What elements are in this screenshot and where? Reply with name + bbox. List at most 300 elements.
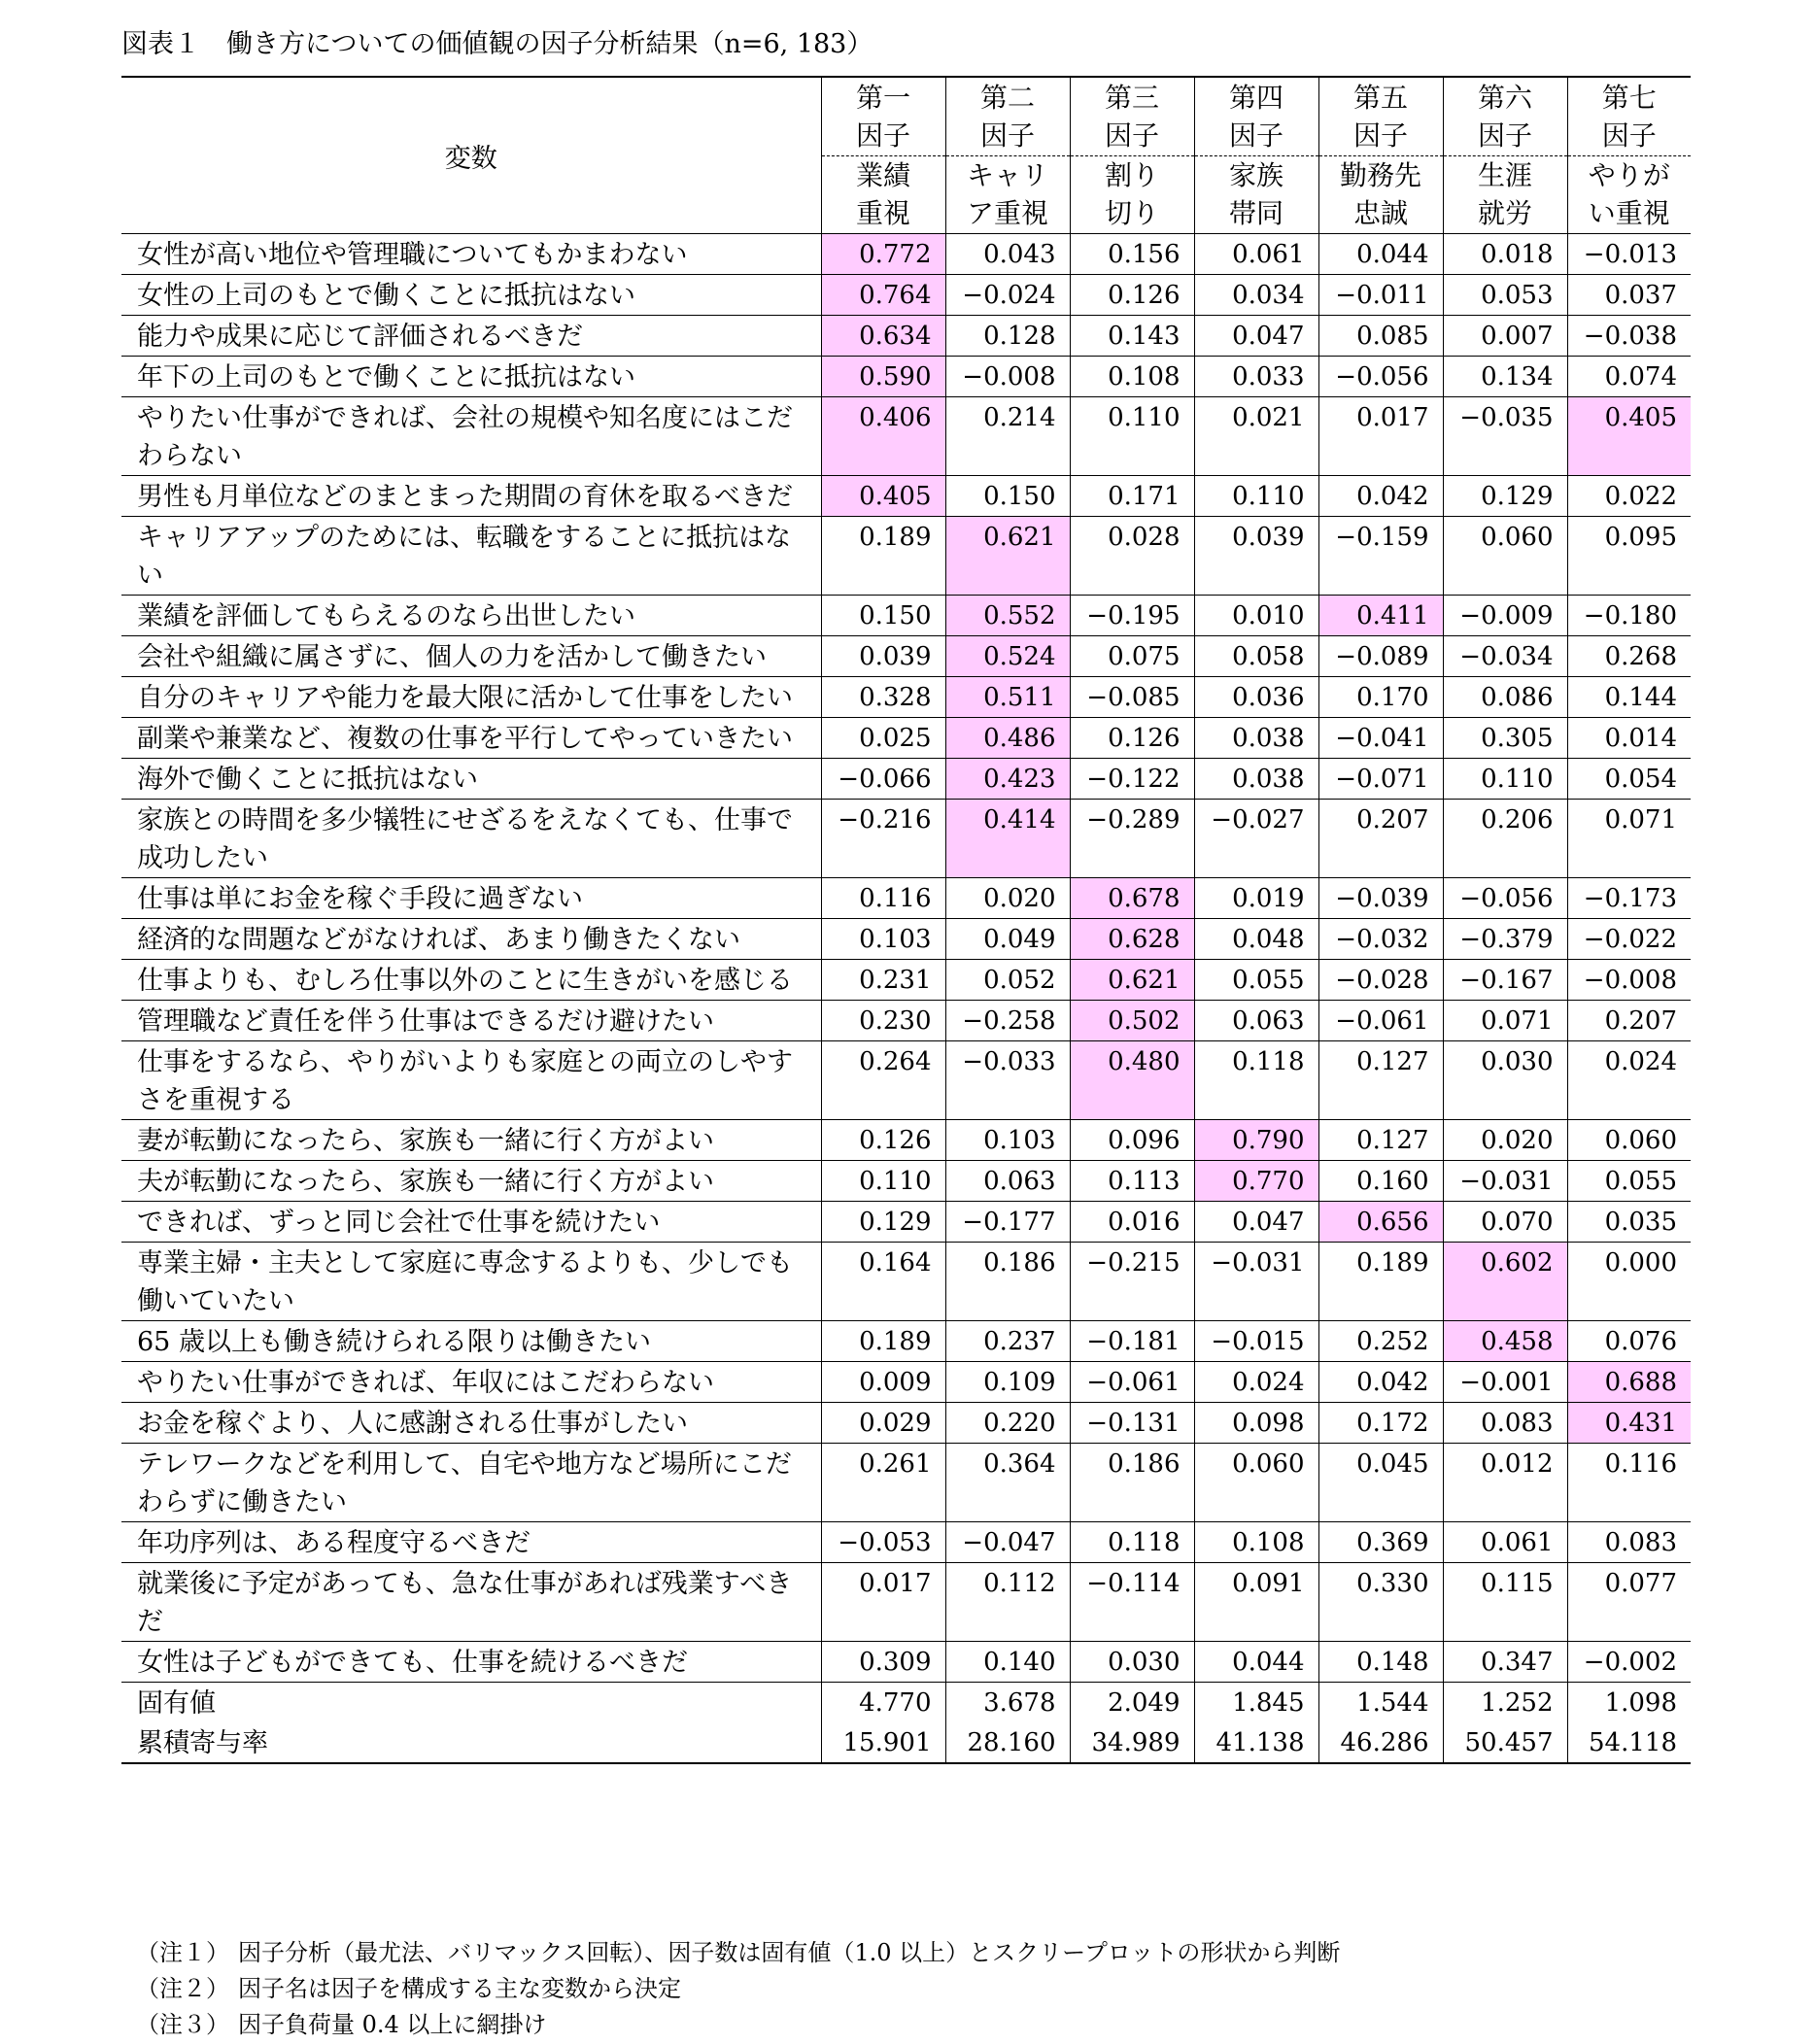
loading-cell: 0.369 [1318, 1522, 1443, 1563]
loading-cell: 0.077 [1567, 1563, 1691, 1642]
loading-cell: 0.110 [821, 1161, 945, 1202]
loading-cell: 0.007 [1443, 316, 1567, 357]
variable-cell: 夫が転勤になったら、家族も一緒に行く方がよい [121, 1161, 821, 1202]
variable-cell: 女性の上司のもとで働くことに抵抗はない [121, 275, 821, 316]
loading-cell: 0.022 [1567, 476, 1691, 517]
loading-cell: −0.177 [945, 1202, 1070, 1243]
loading-cell: 0.252 [1318, 1321, 1443, 1362]
table-row [121, 800, 1691, 878]
loading-cell: −0.181 [1070, 1321, 1194, 1362]
loading-cell: 0.118 [1070, 1522, 1194, 1563]
loading-cell: 0.029 [821, 1403, 945, 1444]
table-row [121, 636, 1691, 677]
stat-value: 1.845 [1194, 1683, 1318, 1723]
loading-cell: −0.011 [1318, 275, 1443, 316]
stat-label: 累積寄与率 [121, 1722, 821, 1763]
variable-cell: 就業後に予定があっても、急な仕事があれば残業すべきだ [121, 1563, 821, 1642]
loading-cell: 0.061 [1194, 234, 1318, 275]
loading-cell: −0.041 [1318, 718, 1443, 759]
loading-cell: 0.126 [1070, 275, 1194, 316]
variable-cell: やりたい仕事ができれば、年収にはこだわらない [121, 1362, 821, 1403]
loading-cell: 0.038 [1194, 718, 1318, 759]
loading-cell: −0.180 [1567, 596, 1691, 636]
variable-cell: 能力や成果に応じて評価されるべきだ [121, 316, 821, 357]
loading-cell: −0.038 [1567, 316, 1691, 357]
loading-cell: 0.309 [821, 1642, 945, 1683]
loading-cell: 0.037 [1567, 275, 1691, 316]
loading-cell: 0.115 [1443, 1563, 1567, 1642]
variable-cell: 副業や兼業など、複数の仕事を平行してやっていきたい [121, 718, 821, 759]
stat-value: 41.138 [1194, 1722, 1318, 1763]
loading-cell: 0.552 [945, 596, 1070, 636]
loading-cell: 0.018 [1443, 234, 1567, 275]
loading-cell: 0.172 [1318, 1403, 1443, 1444]
table-row [121, 1403, 1691, 1444]
loading-cell: 0.042 [1318, 1362, 1443, 1403]
loading-cell: 0.044 [1194, 1642, 1318, 1683]
loading-cell: 0.012 [1443, 1444, 1567, 1522]
table-row [121, 1243, 1691, 1321]
loading-cell: 0.656 [1318, 1202, 1443, 1243]
table-body [121, 234, 1691, 1764]
loading-cell: 0.171 [1070, 476, 1194, 517]
stats-row [121, 1722, 1691, 1763]
loading-cell: 0.000 [1567, 1243, 1691, 1321]
loading-cell: 0.021 [1194, 397, 1318, 476]
table-row [121, 1522, 1691, 1563]
loading-cell: 0.414 [945, 800, 1070, 878]
stat-value: 1.098 [1567, 1683, 1691, 1723]
loading-cell: 0.405 [821, 476, 945, 517]
loading-cell: −0.031 [1194, 1243, 1318, 1321]
table-row [121, 1041, 1691, 1120]
factor-name-header: 生涯 就労 [1443, 155, 1567, 234]
variable-cell: 女性が高い地位や管理職についてもかまわない [121, 234, 821, 275]
loading-cell: 0.261 [821, 1444, 945, 1522]
loading-cell: 0.044 [1318, 234, 1443, 275]
loading-cell: −0.258 [945, 1001, 1070, 1041]
loading-cell: −0.034 [1443, 636, 1567, 677]
factor-number-header: 第七 因子 [1567, 77, 1691, 155]
loading-cell: 0.083 [1567, 1522, 1691, 1563]
variable-cell: 仕事をするなら、やりがいよりも家庭との両立のしやすさを重視する [121, 1041, 821, 1120]
loading-cell: 0.431 [1567, 1403, 1691, 1444]
loading-cell: 0.678 [1070, 878, 1194, 919]
loading-cell: 0.170 [1318, 677, 1443, 718]
loading-cell: 0.524 [945, 636, 1070, 677]
variable-cell: キャリアアップのためには、転職をすることに抵抗はない [121, 517, 821, 596]
loading-cell: −0.061 [1070, 1362, 1194, 1403]
footnote-text: 因子負荷量 0.4 以上に網掛け [238, 2011, 547, 2038]
stat-value: 2.049 [1070, 1683, 1194, 1723]
loading-cell: 0.458 [1443, 1321, 1567, 1362]
loading-cell: 0.075 [1070, 636, 1194, 677]
loading-cell: −0.061 [1318, 1001, 1443, 1041]
footnote-tag: （注２） [136, 1975, 229, 2002]
loading-cell: 0.480 [1070, 1041, 1194, 1120]
loading-cell: 0.086 [1443, 677, 1567, 718]
loading-cell: 0.103 [945, 1120, 1070, 1161]
table-row [121, 596, 1691, 636]
loading-cell: 0.028 [1070, 517, 1194, 596]
loading-cell: 0.035 [1567, 1202, 1691, 1243]
loading-cell: 0.042 [1318, 476, 1443, 517]
loading-cell: 0.411 [1318, 596, 1443, 636]
loading-cell: 0.098 [1194, 1403, 1318, 1444]
loading-cell: 0.511 [945, 677, 1070, 718]
loading-cell: 0.024 [1567, 1041, 1691, 1120]
loading-cell: 0.134 [1443, 357, 1567, 397]
table-row [121, 677, 1691, 718]
variable-cell: お金を稼ぐより、人に感謝される仕事がしたい [121, 1403, 821, 1444]
stats-row [121, 1683, 1691, 1723]
loading-cell: 0.140 [945, 1642, 1070, 1683]
variable-cell: 年下の上司のもとで働くことに抵抗はない [121, 357, 821, 397]
loading-cell: 0.328 [821, 677, 945, 718]
stat-value: 1.544 [1318, 1683, 1443, 1723]
loading-cell: 0.010 [1194, 596, 1318, 636]
variable-cell: できれば、ずっと同じ会社で仕事を続けたい [121, 1202, 821, 1243]
loading-cell: −0.216 [821, 800, 945, 878]
loading-cell: 0.186 [945, 1243, 1070, 1321]
factor-name-header: やりが い重視 [1567, 155, 1691, 234]
loading-cell: 0.207 [1567, 1001, 1691, 1041]
loading-cell: 0.164 [821, 1243, 945, 1321]
loading-cell: 0.330 [1318, 1563, 1443, 1642]
loading-cell: −0.085 [1070, 677, 1194, 718]
loading-cell: 0.628 [1070, 919, 1194, 960]
loading-cell: 0.770 [1194, 1161, 1318, 1202]
factor-number-header: 第四 因子 [1194, 77, 1318, 155]
table-row [121, 1321, 1691, 1362]
loading-cell: 0.096 [1070, 1120, 1194, 1161]
variable-cell: 妻が転勤になったら、家族も一緒に行く方がよい [121, 1120, 821, 1161]
loading-cell: 0.055 [1567, 1161, 1691, 1202]
loading-cell: 0.061 [1443, 1522, 1567, 1563]
footnote [136, 1935, 1340, 1971]
factor-name-header: 業績 重視 [821, 155, 945, 234]
loading-cell: 0.423 [945, 759, 1070, 800]
loading-cell: 0.110 [1070, 397, 1194, 476]
loading-cell: −0.033 [945, 1041, 1070, 1120]
loading-cell: 0.024 [1194, 1362, 1318, 1403]
factor-number-header: 第六 因子 [1443, 77, 1567, 155]
footnote [136, 2007, 1340, 2043]
loading-cell: −0.039 [1318, 878, 1443, 919]
loading-cell: 0.038 [1194, 759, 1318, 800]
loading-cell: −0.159 [1318, 517, 1443, 596]
loading-cell: −0.167 [1443, 960, 1567, 1001]
loading-cell: 0.025 [821, 718, 945, 759]
loading-cell: −0.032 [1318, 919, 1443, 960]
variable-cell: 65 歳以上も働き続けられる限りは働きたい [121, 1321, 821, 1362]
variable-cell: テレワークなどを利用して、自宅や地方など場所にこだわらずに働きたい [121, 1444, 821, 1522]
table-row [121, 1161, 1691, 1202]
loading-cell: 0.405 [1567, 397, 1691, 476]
loading-cell: 0.060 [1443, 517, 1567, 596]
loading-cell: 0.189 [1318, 1243, 1443, 1321]
loading-cell: 0.063 [945, 1161, 1070, 1202]
table-row [121, 517, 1691, 596]
stat-value: 46.286 [1318, 1722, 1443, 1763]
loading-cell: 0.052 [945, 960, 1070, 1001]
loading-cell: 0.160 [1318, 1161, 1443, 1202]
loading-cell: 0.207 [1318, 800, 1443, 878]
loading-cell: 0.039 [821, 636, 945, 677]
loading-cell: 0.305 [1443, 718, 1567, 759]
loading-cell: 0.019 [1194, 878, 1318, 919]
loading-cell: 0.116 [821, 878, 945, 919]
loading-cell: 0.772 [821, 234, 945, 275]
loading-cell: 0.189 [821, 517, 945, 596]
table-row [121, 878, 1691, 919]
loading-cell: 0.764 [821, 275, 945, 316]
footnote-tag: （注３） [136, 2011, 229, 2038]
loading-cell: −0.022 [1567, 919, 1691, 960]
table-row [121, 718, 1691, 759]
variable-cell: 家族との時間を多少犠牲にせざるをえなくても、仕事で成功したい [121, 800, 821, 878]
loading-cell: 0.103 [821, 919, 945, 960]
loading-cell: 0.126 [821, 1120, 945, 1161]
factor-number-header: 第一 因子 [821, 77, 945, 155]
loading-cell: −0.071 [1318, 759, 1443, 800]
loading-cell: 0.074 [1567, 357, 1691, 397]
factor-number-header: 第二 因子 [945, 77, 1070, 155]
loading-cell: 0.045 [1318, 1444, 1443, 1522]
loading-cell: 0.621 [945, 517, 1070, 596]
loading-cell: −0.056 [1318, 357, 1443, 397]
header-row-factor-number [121, 77, 1691, 155]
loading-cell: −0.009 [1443, 596, 1567, 636]
loading-cell: 0.143 [1070, 316, 1194, 357]
loading-cell: −0.013 [1567, 234, 1691, 275]
loading-cell: 0.634 [821, 316, 945, 357]
stat-value: 3.678 [945, 1683, 1070, 1723]
table-row [121, 759, 1691, 800]
loading-cell: −0.024 [945, 275, 1070, 316]
loading-cell: −0.195 [1070, 596, 1194, 636]
loading-cell: 0.070 [1443, 1202, 1567, 1243]
variable-cell: 会社や組織に属さずに、個人の力を活かして働きたい [121, 636, 821, 677]
footnote-tag: （注１） [136, 1939, 229, 1966]
loading-cell: 0.364 [945, 1444, 1070, 1522]
loading-cell: 0.150 [945, 476, 1070, 517]
loading-cell: 0.016 [1070, 1202, 1194, 1243]
loading-cell: 0.230 [821, 1001, 945, 1041]
loading-cell: 0.071 [1567, 800, 1691, 878]
loading-cell: 0.347 [1443, 1642, 1567, 1683]
table-row [121, 234, 1691, 275]
stat-value: 54.118 [1567, 1722, 1691, 1763]
factor-number-header: 第三 因子 [1070, 77, 1194, 155]
table-title: 図表１ 働き方についての価値観の因子分析結果（n=6, 183） [121, 29, 873, 59]
loading-cell: 0.590 [821, 357, 945, 397]
loading-cell: 0.406 [821, 397, 945, 476]
loading-cell: −0.122 [1070, 759, 1194, 800]
loading-cell: 0.076 [1567, 1321, 1691, 1362]
table-row [121, 476, 1691, 517]
table-row [121, 275, 1691, 316]
loading-cell: 0.127 [1318, 1041, 1443, 1120]
variable-cell: 女性は子どもができても、仕事を続けるべきだ [121, 1642, 821, 1683]
variable-cell: 経済的な問題などがなければ、あまり働きたくない [121, 919, 821, 960]
loading-cell: 0.053 [1443, 275, 1567, 316]
loading-cell: 0.071 [1443, 1001, 1567, 1041]
loading-cell: 0.186 [1070, 1444, 1194, 1522]
factor-analysis-table [121, 76, 1691, 1764]
loading-cell: 0.148 [1318, 1642, 1443, 1683]
loading-cell: 0.110 [1194, 476, 1318, 517]
loading-cell: 0.144 [1567, 677, 1691, 718]
table-row [121, 1642, 1691, 1683]
table-row [121, 1444, 1691, 1522]
loading-cell: 0.790 [1194, 1120, 1318, 1161]
loading-cell: 0.017 [1318, 397, 1443, 476]
loading-cell: −0.173 [1567, 878, 1691, 919]
loading-cell: −0.028 [1318, 960, 1443, 1001]
table-row [121, 1563, 1691, 1642]
variable-cell: 海外で働くことに抵抗はない [121, 759, 821, 800]
loading-cell: −0.215 [1070, 1243, 1194, 1321]
loading-cell: 0.034 [1194, 275, 1318, 316]
loading-cell: 0.043 [945, 234, 1070, 275]
loading-cell: 0.047 [1194, 1202, 1318, 1243]
loading-cell: 0.108 [1194, 1522, 1318, 1563]
loading-cell: 0.189 [821, 1321, 945, 1362]
loading-cell: 0.058 [1194, 636, 1318, 677]
loading-cell: 0.113 [1070, 1161, 1194, 1202]
loading-cell: 0.109 [945, 1362, 1070, 1403]
footnotes [136, 1935, 1340, 2043]
loading-cell: 0.268 [1567, 636, 1691, 677]
variable-cell: 専業主婦・主夫として家庭に専念するよりも、少しでも働いていたい [121, 1243, 821, 1321]
table-row [121, 1362, 1691, 1403]
loading-cell: −0.001 [1443, 1362, 1567, 1403]
loading-cell: 0.206 [1443, 800, 1567, 878]
loading-cell: −0.047 [945, 1522, 1070, 1563]
variable-cell: 管理職など責任を伴う仕事はできるだけ避けたい [121, 1001, 821, 1041]
variable-header: 変数 [121, 77, 821, 234]
loading-cell: 0.047 [1194, 316, 1318, 357]
loading-cell: −0.379 [1443, 919, 1567, 960]
loading-cell: 0.039 [1194, 517, 1318, 596]
loading-cell: −0.066 [821, 759, 945, 800]
table-row [121, 397, 1691, 476]
loading-cell: 0.091 [1194, 1563, 1318, 1642]
loading-cell: 0.036 [1194, 677, 1318, 718]
loading-cell: 0.020 [945, 878, 1070, 919]
loading-cell: 0.033 [1194, 357, 1318, 397]
loading-cell: 0.156 [1070, 234, 1194, 275]
table-row [121, 357, 1691, 397]
stat-label: 固有値 [137, 1688, 216, 1719]
loading-cell: 0.110 [1443, 759, 1567, 800]
loading-cell: 0.237 [945, 1321, 1070, 1362]
factor-name-header: 家族 帯同 [1194, 155, 1318, 234]
stat-value: 4.770 [821, 1683, 945, 1723]
loading-cell: 0.020 [1443, 1120, 1567, 1161]
table-row [121, 1001, 1691, 1041]
loading-cell: 0.060 [1194, 1444, 1318, 1522]
loading-cell: −0.089 [1318, 636, 1443, 677]
loading-cell: 0.688 [1567, 1362, 1691, 1403]
stat-value: 15.901 [821, 1722, 945, 1763]
loading-cell: 0.127 [1318, 1120, 1443, 1161]
loading-cell: 0.220 [945, 1403, 1070, 1444]
loading-cell: 0.214 [945, 397, 1070, 476]
loading-cell: −0.015 [1194, 1321, 1318, 1362]
loading-cell: −0.131 [1070, 1403, 1194, 1444]
loading-cell: 0.030 [1070, 1642, 1194, 1683]
loading-cell: 0.063 [1194, 1001, 1318, 1041]
stat-value: 34.989 [1070, 1722, 1194, 1763]
loading-cell: 0.112 [945, 1563, 1070, 1642]
loading-cell: 0.085 [1318, 316, 1443, 357]
loading-cell: 0.621 [1070, 960, 1194, 1001]
loading-cell: 0.014 [1567, 718, 1691, 759]
loading-cell: −0.031 [1443, 1161, 1567, 1202]
loading-cell: 0.264 [821, 1041, 945, 1120]
table-row [121, 1202, 1691, 1243]
loading-cell: −0.056 [1443, 878, 1567, 919]
loading-cell: 0.095 [1567, 517, 1691, 596]
factor-name-header: 割り 切り [1070, 155, 1194, 234]
loading-cell: 0.118 [1194, 1041, 1318, 1120]
footnote [136, 1971, 1340, 2007]
loading-cell: −0.289 [1070, 800, 1194, 878]
loading-cell: −0.114 [1070, 1563, 1194, 1642]
factor-name-header: キャリ ア重視 [945, 155, 1070, 234]
loading-cell: 0.126 [1070, 718, 1194, 759]
loading-cell: 0.129 [821, 1202, 945, 1243]
variable-cell: 自分のキャリアや能力を最大限に活かして仕事をしたい [121, 677, 821, 718]
loading-cell: 0.129 [1443, 476, 1567, 517]
loading-cell: −0.002 [1567, 1642, 1691, 1683]
loading-cell: 0.150 [821, 596, 945, 636]
table-row [121, 1120, 1691, 1161]
loading-cell: −0.027 [1194, 800, 1318, 878]
loading-cell: 0.009 [821, 1362, 945, 1403]
loading-cell: 0.116 [1567, 1444, 1691, 1522]
loading-cell: 0.108 [1070, 357, 1194, 397]
variable-cell: 男性も月単位などのまとまった期間の育休を取るべきだ [121, 476, 821, 517]
variable-cell: 仕事よりも、むしろ仕事以外のことに生きがいを感じる [121, 960, 821, 1001]
loading-cell: −0.053 [821, 1522, 945, 1563]
variable-cell: やりたい仕事ができれば、会社の規模や知名度にはこだわらない [121, 397, 821, 476]
variable-cell: 仕事は単にお金を稼ぐ手段に過ぎない [121, 878, 821, 919]
stat-value: 28.160 [945, 1722, 1070, 1763]
loading-cell: 0.048 [1194, 919, 1318, 960]
loading-cell: 0.486 [945, 718, 1070, 759]
loading-cell: 0.049 [945, 919, 1070, 960]
stat-value: 50.457 [1443, 1722, 1567, 1763]
loading-cell: 0.060 [1567, 1120, 1691, 1161]
loading-cell: 0.602 [1443, 1243, 1567, 1321]
loading-cell: −0.008 [1567, 960, 1691, 1001]
loading-cell: 0.030 [1443, 1041, 1567, 1120]
table-row [121, 960, 1691, 1001]
factor-name-header: 勤務先 忠誠 [1318, 155, 1443, 234]
loading-cell: 0.055 [1194, 960, 1318, 1001]
loading-cell: 0.054 [1567, 759, 1691, 800]
loading-cell: −0.008 [945, 357, 1070, 397]
table-row [121, 919, 1691, 960]
variable-cell: 年功序列は、ある程度守るべきだ [121, 1522, 821, 1563]
footnote-text: 因子分析（最尤法、バリマックス回転）、因子数は固有値（1.0 以上）とスクリープロットの形状から判断 [238, 1939, 1341, 1966]
footnote-text: 因子名は因子を構成する主な変数から決定 [238, 1975, 681, 2002]
loading-cell: 0.231 [821, 960, 945, 1001]
stat-value: 1.252 [1443, 1683, 1567, 1723]
